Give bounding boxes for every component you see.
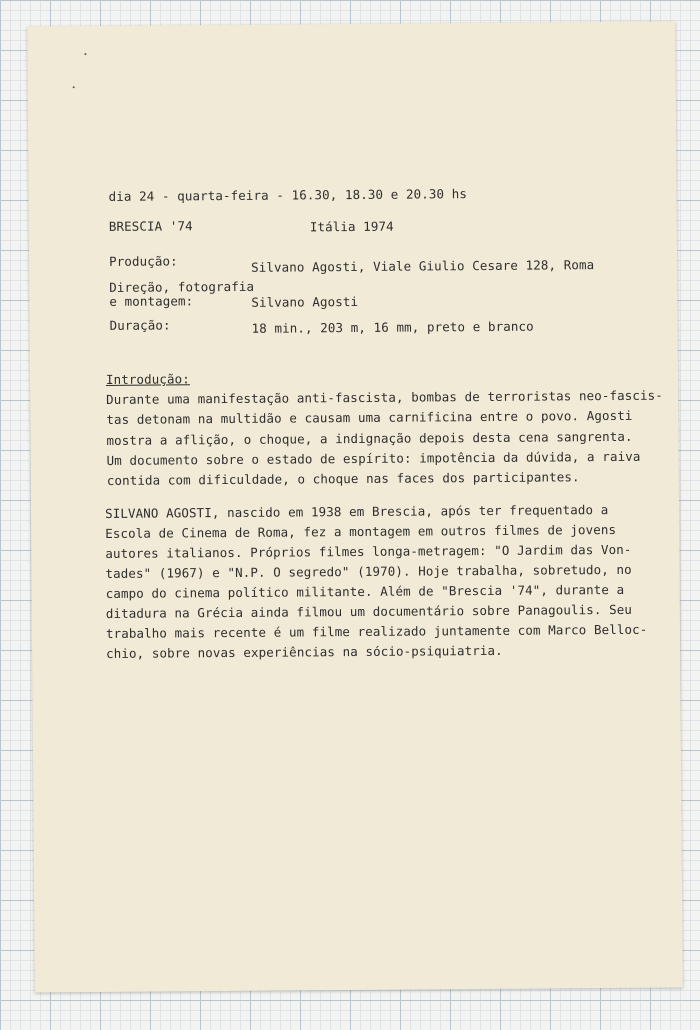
bio-line: campo do cinema político militante. Além de "Brescia '74", durante a: [105, 581, 625, 601]
bio-line: SILVANO AGOSTI, nascido em 1938 em Brescia, após ter frequentado a: [104, 502, 609, 521]
production-value: Silvano Agosti, Viale Giulio Cesare 128, Roma: [251, 257, 595, 275]
bio-line: Escola de Cinema de Roma, fez a montagem em outros filmes de jovens: [105, 521, 617, 541]
intro-line: mostra a aflição, o choque, a indignação depois desta cena sangrenta.: [106, 428, 633, 448]
typed-sheet: [27, 21, 683, 992]
intro-line: Um documento sobre o estado de espírito: impotência da dúvida, a raiva: [106, 448, 641, 468]
bio-line: tades" (1967) e "N.P. O segredo" (1970). Hoje trabalha, sobretudo, no: [105, 561, 632, 581]
paper-speck: [84, 53, 86, 55]
intro-heading: Introdução:: [105, 371, 190, 387]
bio-line: autores italianos. Próprios filmes longa-metragem: "O Jardim das Von-: [105, 541, 632, 561]
bio-line: ditadura na Grécia ainda filmou um documentário sobre Panagoulis. Seu: [105, 601, 633, 621]
country-year: Itália 1974: [309, 218, 394, 235]
film-title: BRESCIA '74: [108, 218, 193, 234]
direction-label-2: e montagem:: [109, 293, 194, 309]
duration-label: Duração:: [109, 317, 171, 333]
direction-value: Silvano Agosti: [251, 293, 359, 310]
bio-line: chio, sobre novas experiências na sócio-psiquiatria.: [106, 642, 503, 661]
intro-line: contida com dificuldade, o choque nas faces dos participantes.: [106, 469, 580, 488]
bio-line: trabalho mais recente é um filme realizado juntamente com Marco Belloc-: [105, 621, 648, 641]
paper-speck: [73, 86, 75, 88]
intro-line: tas detonam na multidão e causam uma carnificina entre o povo. Agosti: [106, 407, 633, 427]
production-label: Produção:: [109, 253, 178, 269]
duration-value: 18 min., 203 m, 16 mm, preto e branco: [251, 318, 534, 336]
direction-label-1: Direção, fotografia: [109, 278, 255, 295]
date-line: dia 24 - quarta-feira - 16.30, 18.30 e 20.30 hs: [108, 186, 468, 204]
intro-line: Durante uma manifestação anti-fascista, bombas de terroristas neo-fascis-: [106, 387, 663, 407]
